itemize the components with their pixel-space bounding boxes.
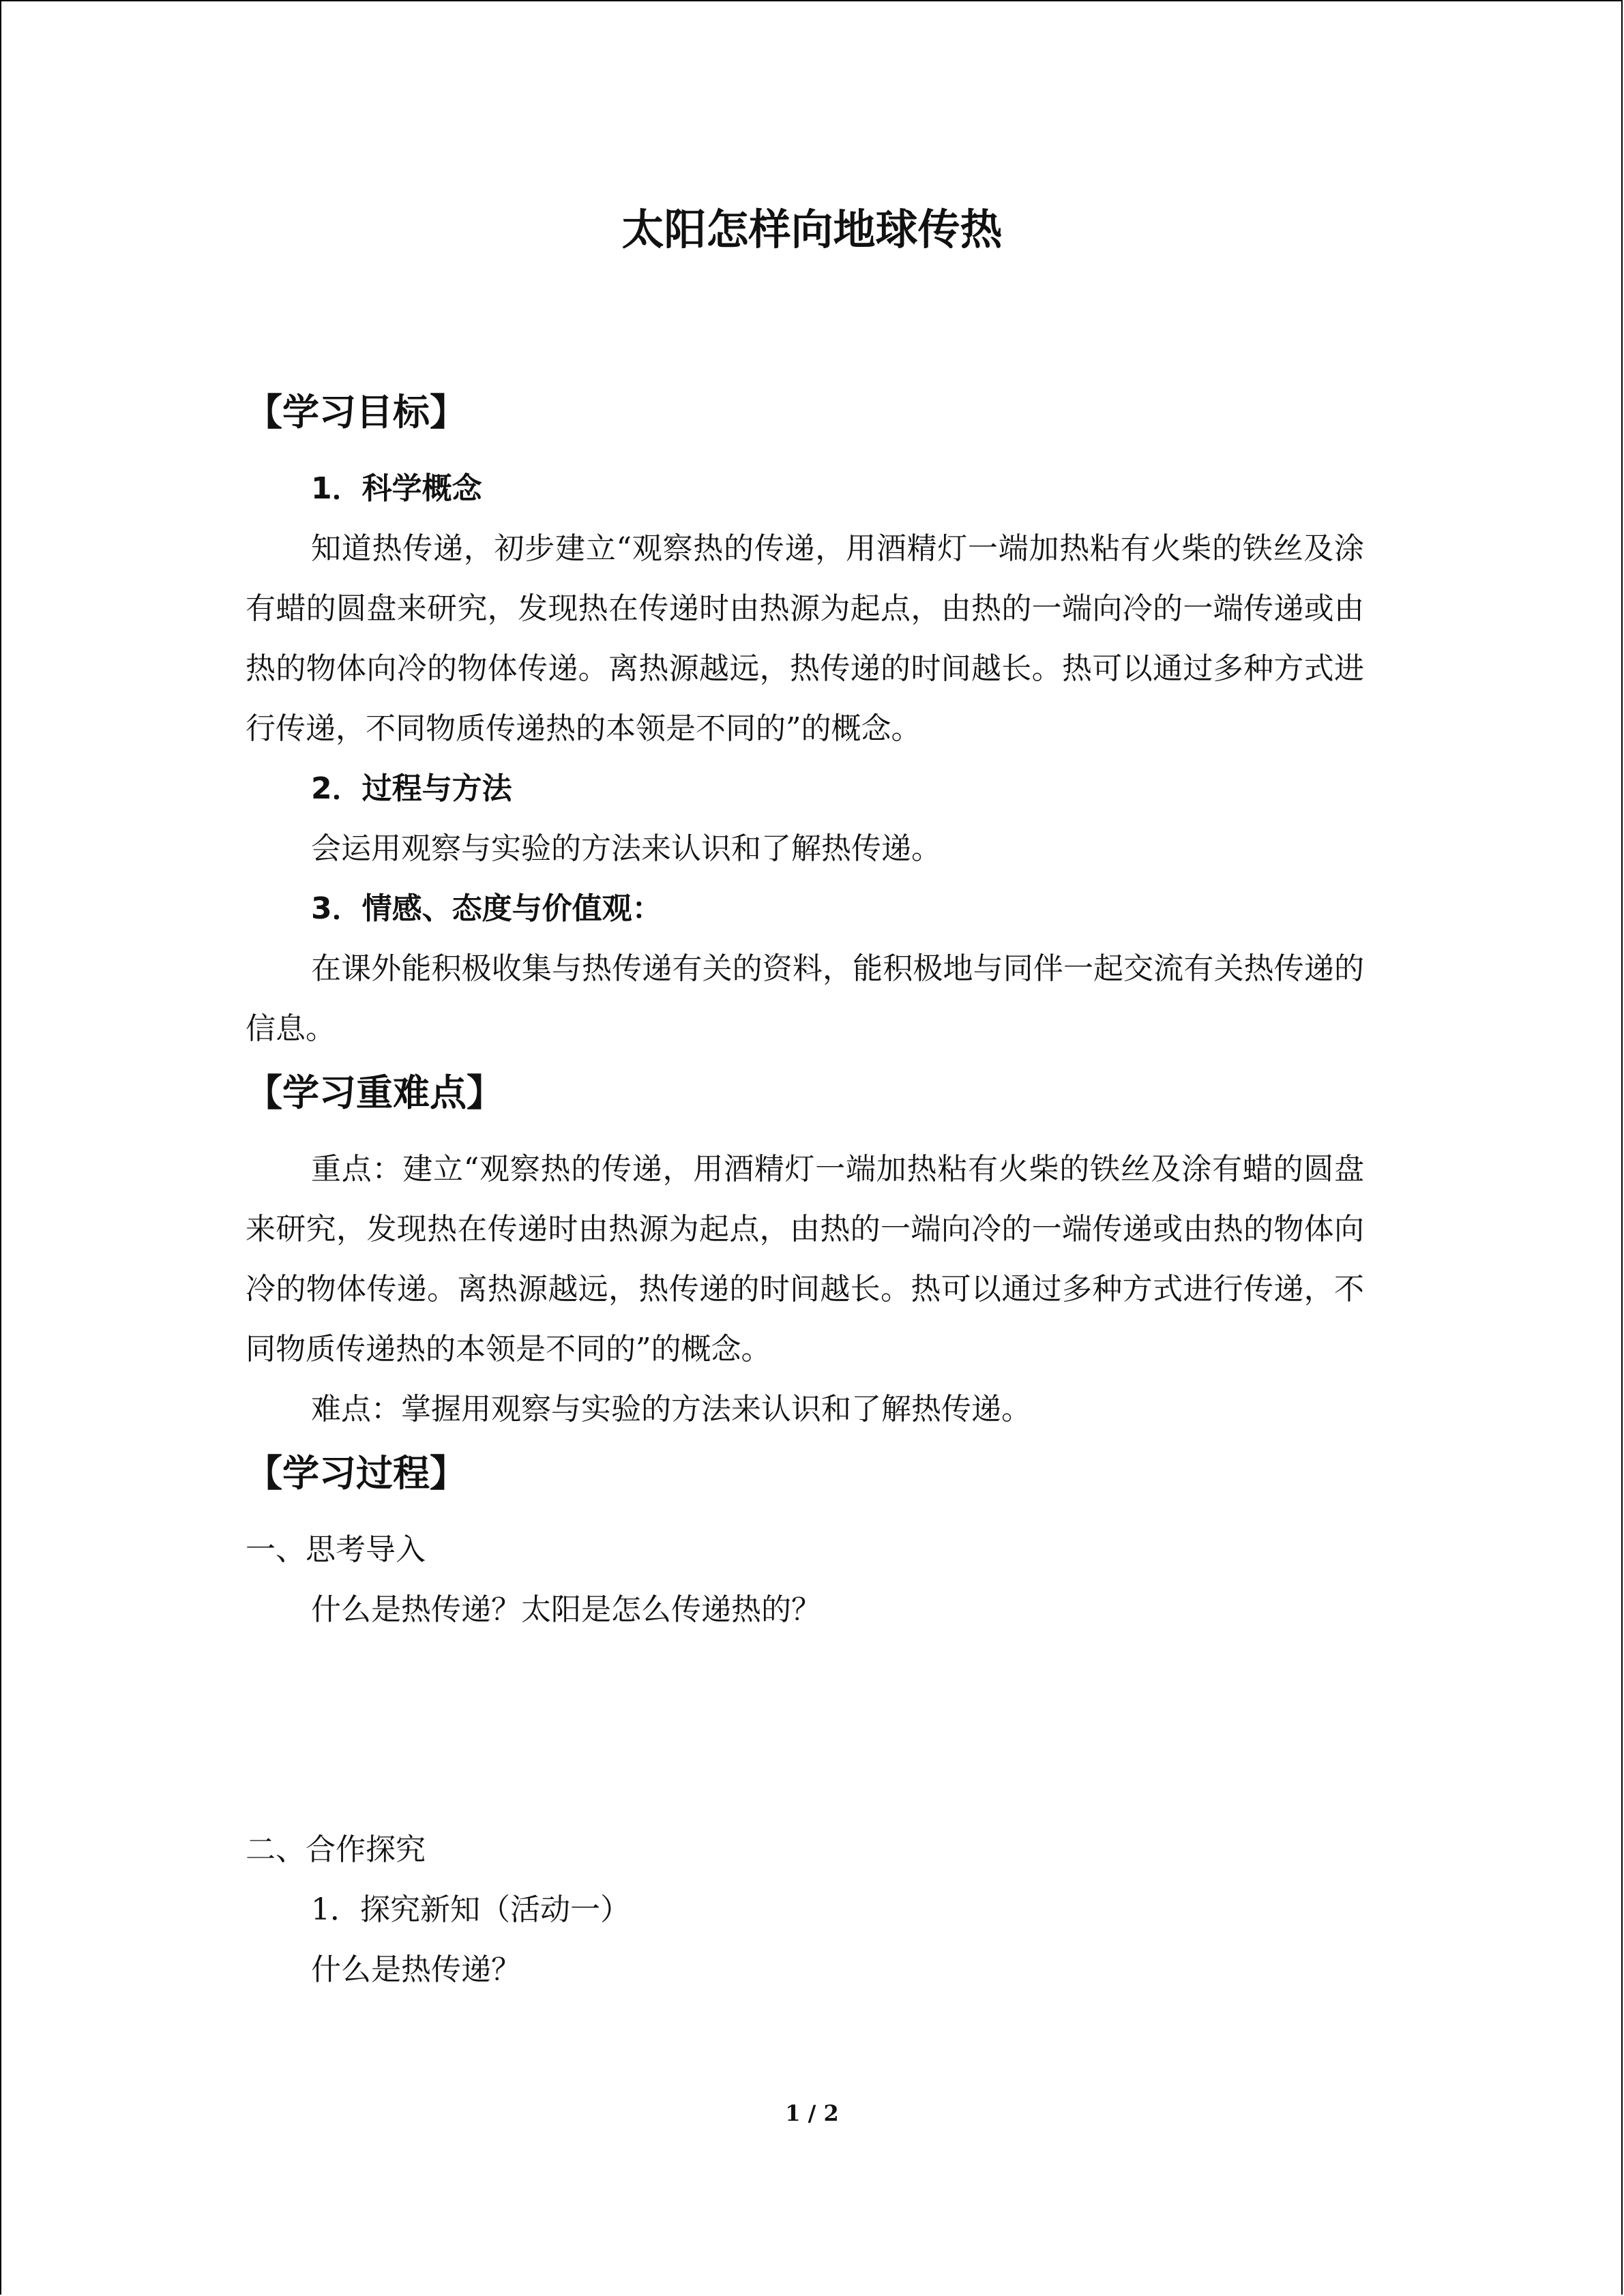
activity-title: 1．探究新知（活动一） bbox=[311, 1892, 630, 1927]
section-learning-goals bbox=[246, 378, 1364, 1059]
paragraph-science-concept: 知道热传递，初步建立“观察热的传递，用酒精灯一端加热粘有火柴的铁丝及涂有蜡的圆盘来研究，发现热在传递时由热源为起点，由热的一端向冷的一端传递或由热的物体向冷的物体传递。离热源越远，热传递的时间越长。热可以通过多种方式进行传递，不同物质传递热的本领是不同的”的概念。 bbox=[246, 531, 1364, 746]
subheading-science-concept: 1．科学概念 bbox=[311, 471, 482, 506]
paragraph-key-point: 重点：建立“观察热的传递，用酒精灯一端加热粘有火柴的铁丝及涂有蜡的圆盘来研究，发现热在传递时由热源为起点，由热的一端向冷的一端传递或由热的物体向冷的物体传递。离热源越远，热传递的时间越长。热可以通过多种方式进行传递，不同物质传递热的本领是不同的”的概念。 bbox=[246, 1152, 1364, 1367]
section-learning-process bbox=[246, 1440, 1364, 2000]
document-body bbox=[246, 378, 1364, 2000]
paragraph-difficult-point: 难点：掌握用观察与实验的方法来认识和了解热传递。 bbox=[311, 1392, 1031, 1427]
answer-space bbox=[246, 1640, 1364, 1820]
subheading-attitude-values: 3．情感、态度与价值观： bbox=[311, 891, 662, 926]
section-key-points bbox=[246, 1059, 1364, 1440]
section-heading-process: 【学习过程】 bbox=[246, 1452, 467, 1495]
paragraph-process-method: 会运用观察与实验的方法来认识和了解热传递。 bbox=[311, 831, 941, 866]
question-what-is-heat-transfer: 什么是热传递？ bbox=[311, 1952, 521, 1987]
subheading-process-method: 2．过程与方法 bbox=[311, 771, 512, 806]
section-heading-keypoints: 【学习重难点】 bbox=[246, 1071, 503, 1114]
page-number: 1 / 2 bbox=[785, 2100, 839, 2126]
part-title-thinking-intro: 一、思考导入 bbox=[246, 1532, 426, 1567]
paragraph-attitude-values: 在课外能积极收集与热传递有关的资料，能积极地与同伴一起交流有关热传递的信息。 bbox=[246, 951, 1364, 1046]
section-heading-goals: 【学习目标】 bbox=[246, 391, 467, 434]
page-title: 太阳怎样向地球传热 bbox=[621, 205, 1003, 254]
question-heat-transfer-sun: 什么是热传递？太阳是怎么传递热的？ bbox=[311, 1592, 821, 1627]
part-title-cooperative-inquiry: 二、合作探究 bbox=[246, 1832, 426, 1867]
